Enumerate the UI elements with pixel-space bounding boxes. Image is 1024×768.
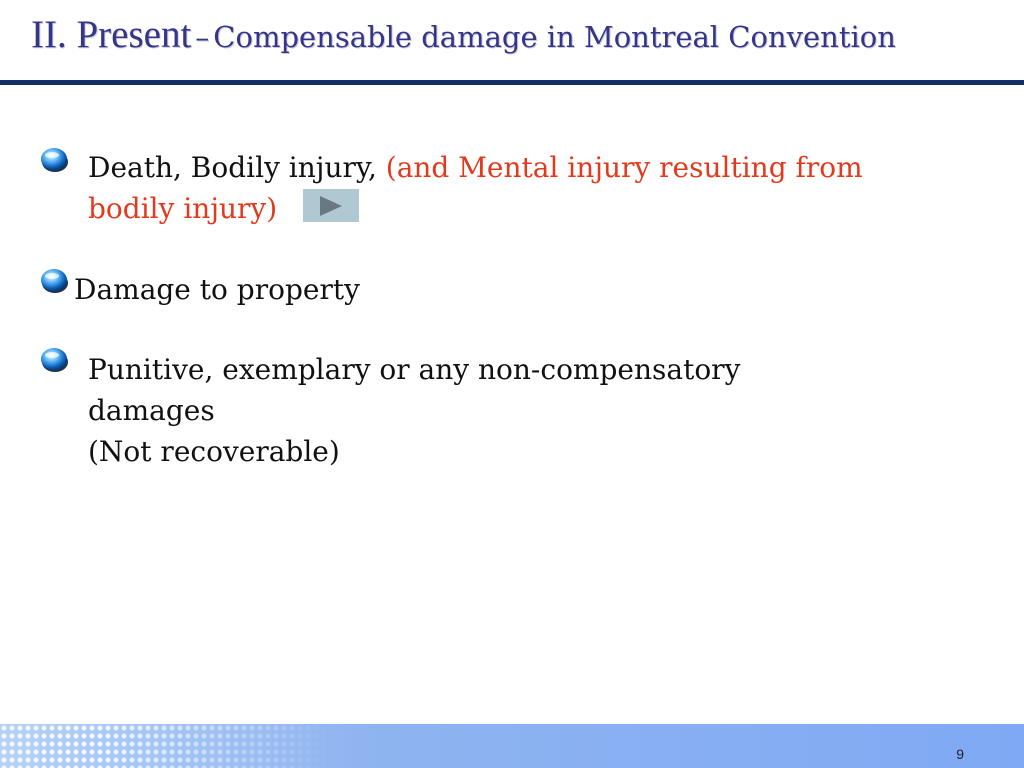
page-number: 9 — [956, 746, 964, 762]
title-dash: – — [195, 21, 210, 54]
bullet-1-text: Death, Bodily injury, — [88, 151, 386, 184]
bullet-1 — [88, 147, 908, 229]
media-play-button[interactable] — [303, 189, 359, 222]
bullet-3-line-2: damages — [88, 394, 215, 427]
bullet-1-red-text: (and Mental injury resulting from bodily injury) — [88, 151, 863, 225]
play-icon — [318, 195, 344, 217]
title-divider — [0, 80, 1024, 85]
bullet-2-text: Damage to property — [74, 273, 360, 306]
bullet-orb-icon — [40, 267, 70, 294]
bullet-orb-icon — [40, 146, 70, 173]
title-subtitle: Compensable damage in Montreal Convention — [213, 20, 896, 54]
slide-footer — [0, 724, 1024, 768]
title-main: II. Present — [31, 13, 192, 56]
bullet-3 — [88, 349, 908, 472]
footer-dot-pattern — [0, 724, 330, 768]
bullet-3-line-1: Punitive, exemplary or any non-compensatory — [88, 353, 741, 386]
bullet-orb-icon — [40, 346, 70, 373]
bullet-3-line-3: (Not recoverable) — [88, 435, 340, 468]
bullet-2 — [74, 269, 874, 310]
slide-title — [31, 12, 1011, 65]
